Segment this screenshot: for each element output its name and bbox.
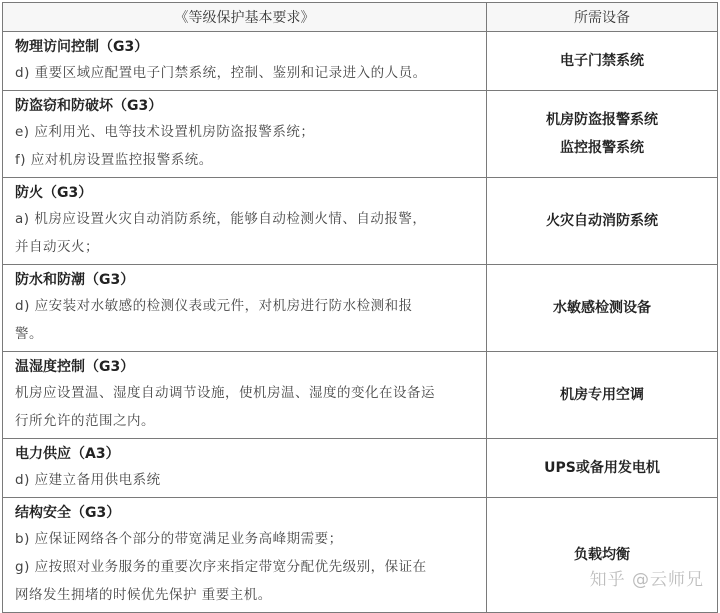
requirement-line: 并自动灭火； (15, 239, 99, 255)
device-cell (487, 91, 718, 178)
requirement-line: d) 应安装对水敏感的检测仪表或元件，对机房进行防水检测和报 (15, 298, 413, 314)
header-device: 所需设备 (487, 3, 718, 32)
requirement-line: b) 应保证网络各个部分的带宽满足业务高峰期需要； (15, 531, 343, 547)
table-row (3, 265, 718, 352)
table-row (3, 91, 718, 178)
table-row (3, 178, 718, 265)
requirement-title: 防盗窃和防破坏（G3） (15, 98, 163, 114)
requirement-line: d) 重要区域应配置电子门禁系统，控制、鉴别和记录进入的人员。 (15, 65, 427, 81)
requirement-cell (3, 439, 487, 498)
requirement-line: a) 机房应设置火灾自动消防系统，能够自动检测火情、自动报警， (15, 211, 427, 227)
device-name: 机房防盗报警系统 (546, 112, 658, 128)
device-cell (487, 178, 718, 265)
requirement-line: f) 应对机房设置监控报警系统。 (15, 152, 213, 168)
table-row (3, 498, 718, 613)
device-cell (487, 32, 718, 91)
requirement-title: 防火（G3） (15, 185, 93, 201)
requirement-cell (3, 32, 487, 91)
device-name: 火灾自动消防系统 (546, 213, 658, 229)
requirement-cell (3, 265, 487, 352)
requirement-title: 结构安全（G3） (15, 505, 121, 521)
device-cell (487, 439, 718, 498)
requirement-cell (3, 498, 487, 613)
requirement-line: 机房应设置温、湿度自动调节设施，使机房温、湿度的变化在设备运 (15, 385, 435, 401)
table-row (3, 32, 718, 91)
device-name: 机房专用空调 (560, 387, 644, 403)
requirement-line: 网络发生拥堵的时候优先保护 重要主机。 (15, 587, 272, 603)
device-cell (487, 498, 718, 613)
requirement-line: e) 应利用光、电等技术设置机房防盗报警系统； (15, 124, 315, 140)
device-cell (487, 265, 718, 352)
requirement-cell (3, 91, 487, 178)
requirement-line: 行所允许的范围之内。 (15, 413, 155, 429)
table-row (3, 439, 718, 498)
watermark: 知乎 @云师兄 (589, 570, 704, 590)
requirement-line: d) 应建立备用供电系统 (15, 472, 161, 488)
table-body (3, 32, 718, 613)
requirement-cell (3, 178, 487, 265)
header-requirement: 《等级保护基本要求》 (3, 3, 487, 32)
requirement-title: 物理访问控制（G3） (15, 39, 149, 55)
table-row (3, 352, 718, 439)
header-row (3, 3, 718, 32)
requirement-title: 防水和防潮（G3） (15, 272, 135, 288)
device-name: 水敏感检测设备 (553, 300, 651, 316)
device-name: 电子门禁系统 (560, 53, 644, 69)
requirement-title: 温湿度控制（G3） (15, 359, 135, 375)
requirements-table (2, 2, 718, 613)
device-cell (487, 352, 718, 439)
requirement-title: 电力供应（A3） (15, 446, 120, 462)
device-name: 负载均衡 (574, 547, 630, 563)
requirement-line: 警。 (15, 326, 43, 342)
device-name: UPS或备用发电机 (544, 460, 660, 476)
device-name: 监控报警系统 (560, 140, 644, 156)
requirement-cell (3, 352, 487, 439)
requirement-line: g) 应按照对业务服务的重要次序来指定带宽分配优先级别，保证在 (15, 559, 427, 575)
